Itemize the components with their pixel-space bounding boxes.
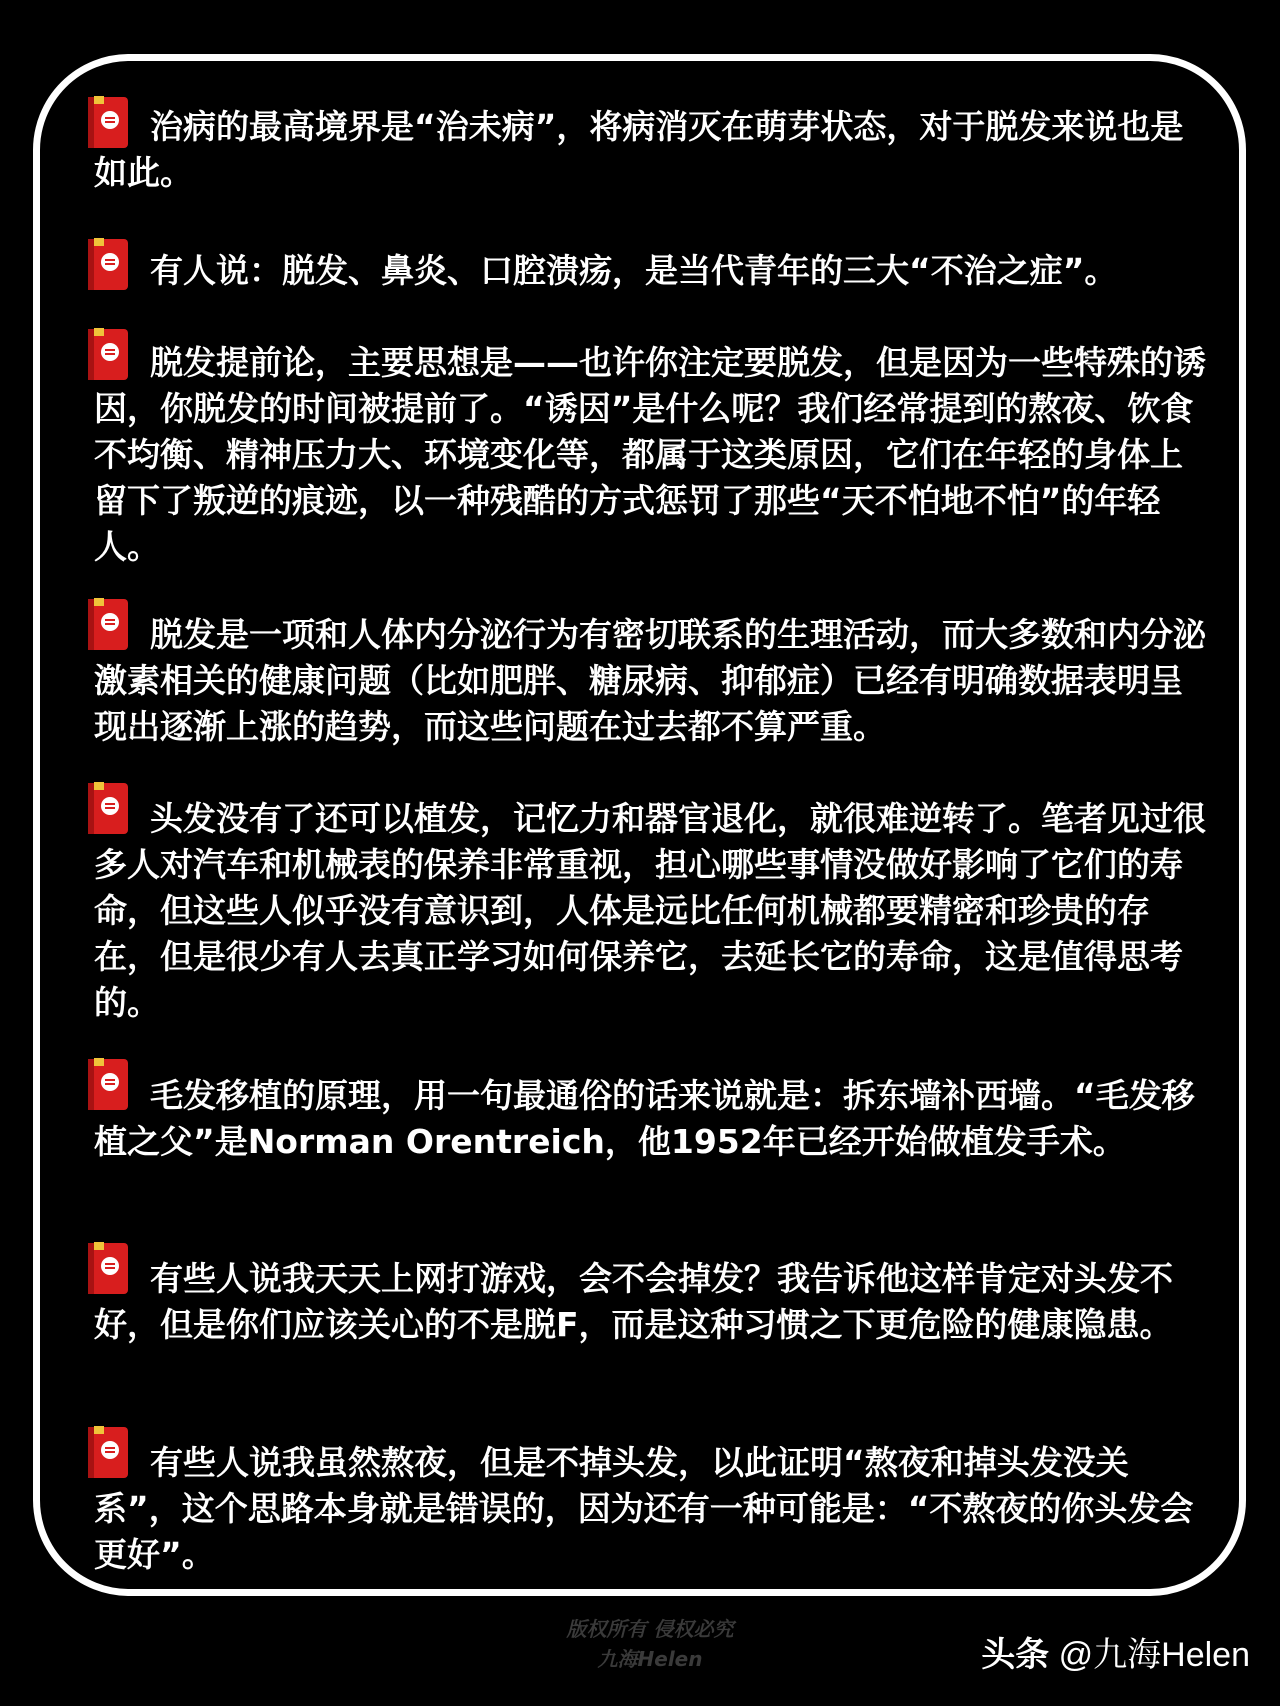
source-name: 头条 [981, 1636, 1050, 1674]
paragraph-5: 头发没有了还可以植发，记忆力和器官退化，就很难逆转了。笔者见过很多人对汽车和机械表的保养非常重视，担心哪些事情没做好影响了它们的寿命，但这些人似乎没有意识到，人体是远比任何机械都要精密和珍贵的存在，但是很少有人去真正学习如何保养它，去延长它的寿命，这是值得思考的。 [94, 799, 1206, 1022]
copyright-watermark [520, 1614, 780, 1674]
author-handle: @九海Helen [1058, 1636, 1250, 1674]
paragraph-7: 有些人说我天天上网打游戏，会不会掉发？我告诉他这样肯定对头发不好，但是你们应该关心的不是脱F，而是这种习惯之下更危险的健康隐患。 [94, 1259, 1173, 1344]
paragraph-8: 有些人说我虽然熬夜，但是不掉头发，以此证明“熬夜和掉头发没关系”，这个思路本身就是错误的，因为还有一种可能是：“不熬夜的你头发会更好”。 [94, 1443, 1194, 1574]
paragraph-3: 脱发提前论，主要思想是——也许你注定要脱发，但是因为一些特殊的诱因，你脱发的时间被提前了。“诱因”是什么呢？我们经常提到的熬夜、饮食不均衡、精神压力大、环境变化等，都属于这类原因，它们在年轻的身体上留下了叛逆的痕迹，以一种残酷的方式惩罚了那些“天不怕地不怕”的年轻人。 [94, 343, 1206, 566]
paragraph-6: 毛发移植的原理，用一句最通俗的话来说就是：拆东墙补西墙。“毛发移植之父”是Norman Orentreich，他1952年已经开始做植发手术。 [94, 1076, 1195, 1161]
paragraph-2: 有人说：脱发、鼻炎、口腔溃疡，是当代青年的三大“不治之症”。 [150, 251, 1118, 290]
watermark-line-2: 九海Helen [597, 1647, 703, 1671]
source-credit [981, 1634, 1250, 1676]
paragraph-4: 脱发是一项和人体内分泌行为有密切联系的生理活动，而大多数和内分泌激素相关的健康问题（比如肥胖、糖尿病、抑郁症）已经有明确数据表明呈现出逐渐上涨的趋势，而这些问题在过去都不算严重。 [94, 615, 1206, 746]
paragraph-1: 治病的最高境界是“治未病”，将病消灭在萌芽状态，对于脱发来说也是如此。 [94, 107, 1184, 192]
watermark-line-1: 版权所有 侵权必究 [566, 1617, 734, 1641]
